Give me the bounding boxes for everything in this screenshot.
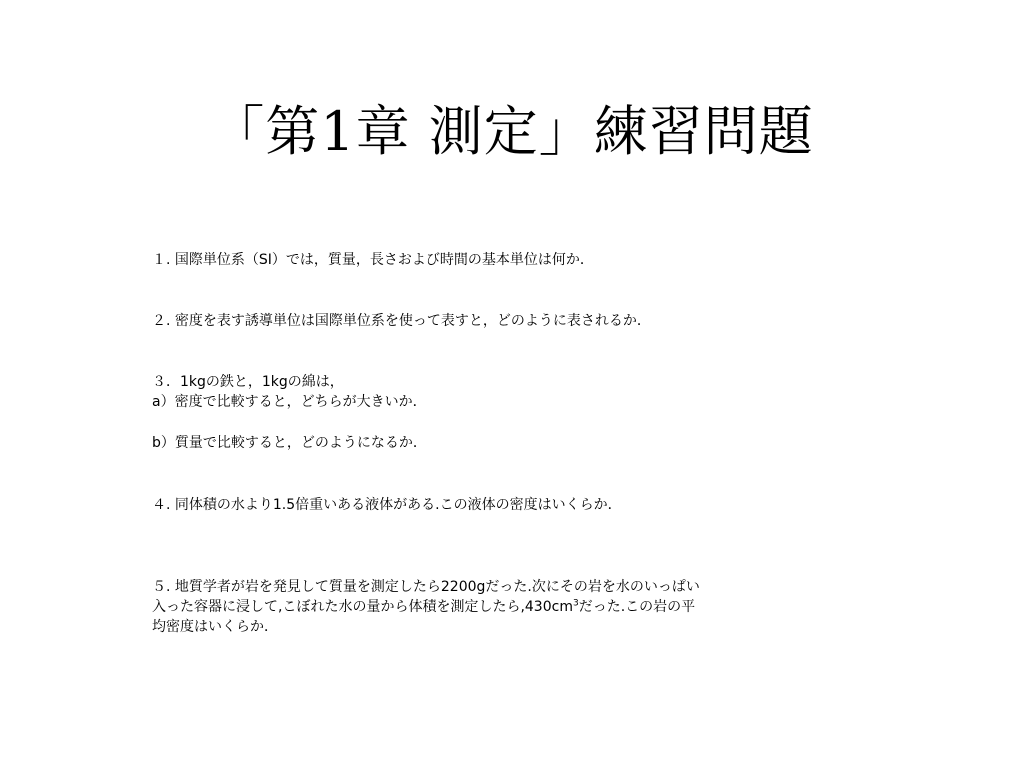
question-1 — [152, 250, 792, 270]
question-5 — [152, 577, 792, 637]
question-3 — [152, 372, 792, 453]
question-5-line-1: ５. 地質学者が岩を発見して質量を測定したら2200gだった.次にその岩を水のいっぱい — [152, 579, 700, 595]
question-4-text: ４. 同体積の水より1.5倍重いある液体がある.この液体の密度はいくらか． — [152, 497, 622, 513]
question-1-text: １. 国際単位系（SI）では，質量，長さおよび時間の基本単位は何か． — [152, 252, 594, 268]
question-5-line-2-tail: だった.この岩の平 — [578, 599, 696, 615]
question-5-superscript: 3 — [572, 598, 579, 609]
question-4 — [152, 495, 792, 515]
title-open: 「第 — [210, 100, 321, 163]
question-5-line-3: 均密度はいくらか． — [152, 619, 278, 635]
title-chapter-number: 1 — [320, 100, 356, 163]
question-3-part-a: a）密度で比較すると，どちらが大きいか． — [152, 394, 427, 410]
question-3-spacer — [152, 412, 792, 433]
question-2-text: ２. 密度を表す誘導単位は国際単位系を使って表すと，どのように表されるか． — [152, 313, 651, 329]
page-title — [0, 96, 1024, 168]
question-5-line-2 — [152, 597, 792, 617]
question-3-intro: ３．1kgの鉄と，1kgの綿は， — [152, 374, 344, 390]
title-rest: 章 測定」練習問題 — [355, 100, 814, 163]
question-2 — [152, 311, 792, 331]
question-3-part-b: b）質量で比較すると，どのようになるか． — [152, 435, 427, 451]
question-5-line-2-main: 入った容器に浸して,こぼれた水の量から体積を測定したら,430cm — [152, 599, 573, 615]
